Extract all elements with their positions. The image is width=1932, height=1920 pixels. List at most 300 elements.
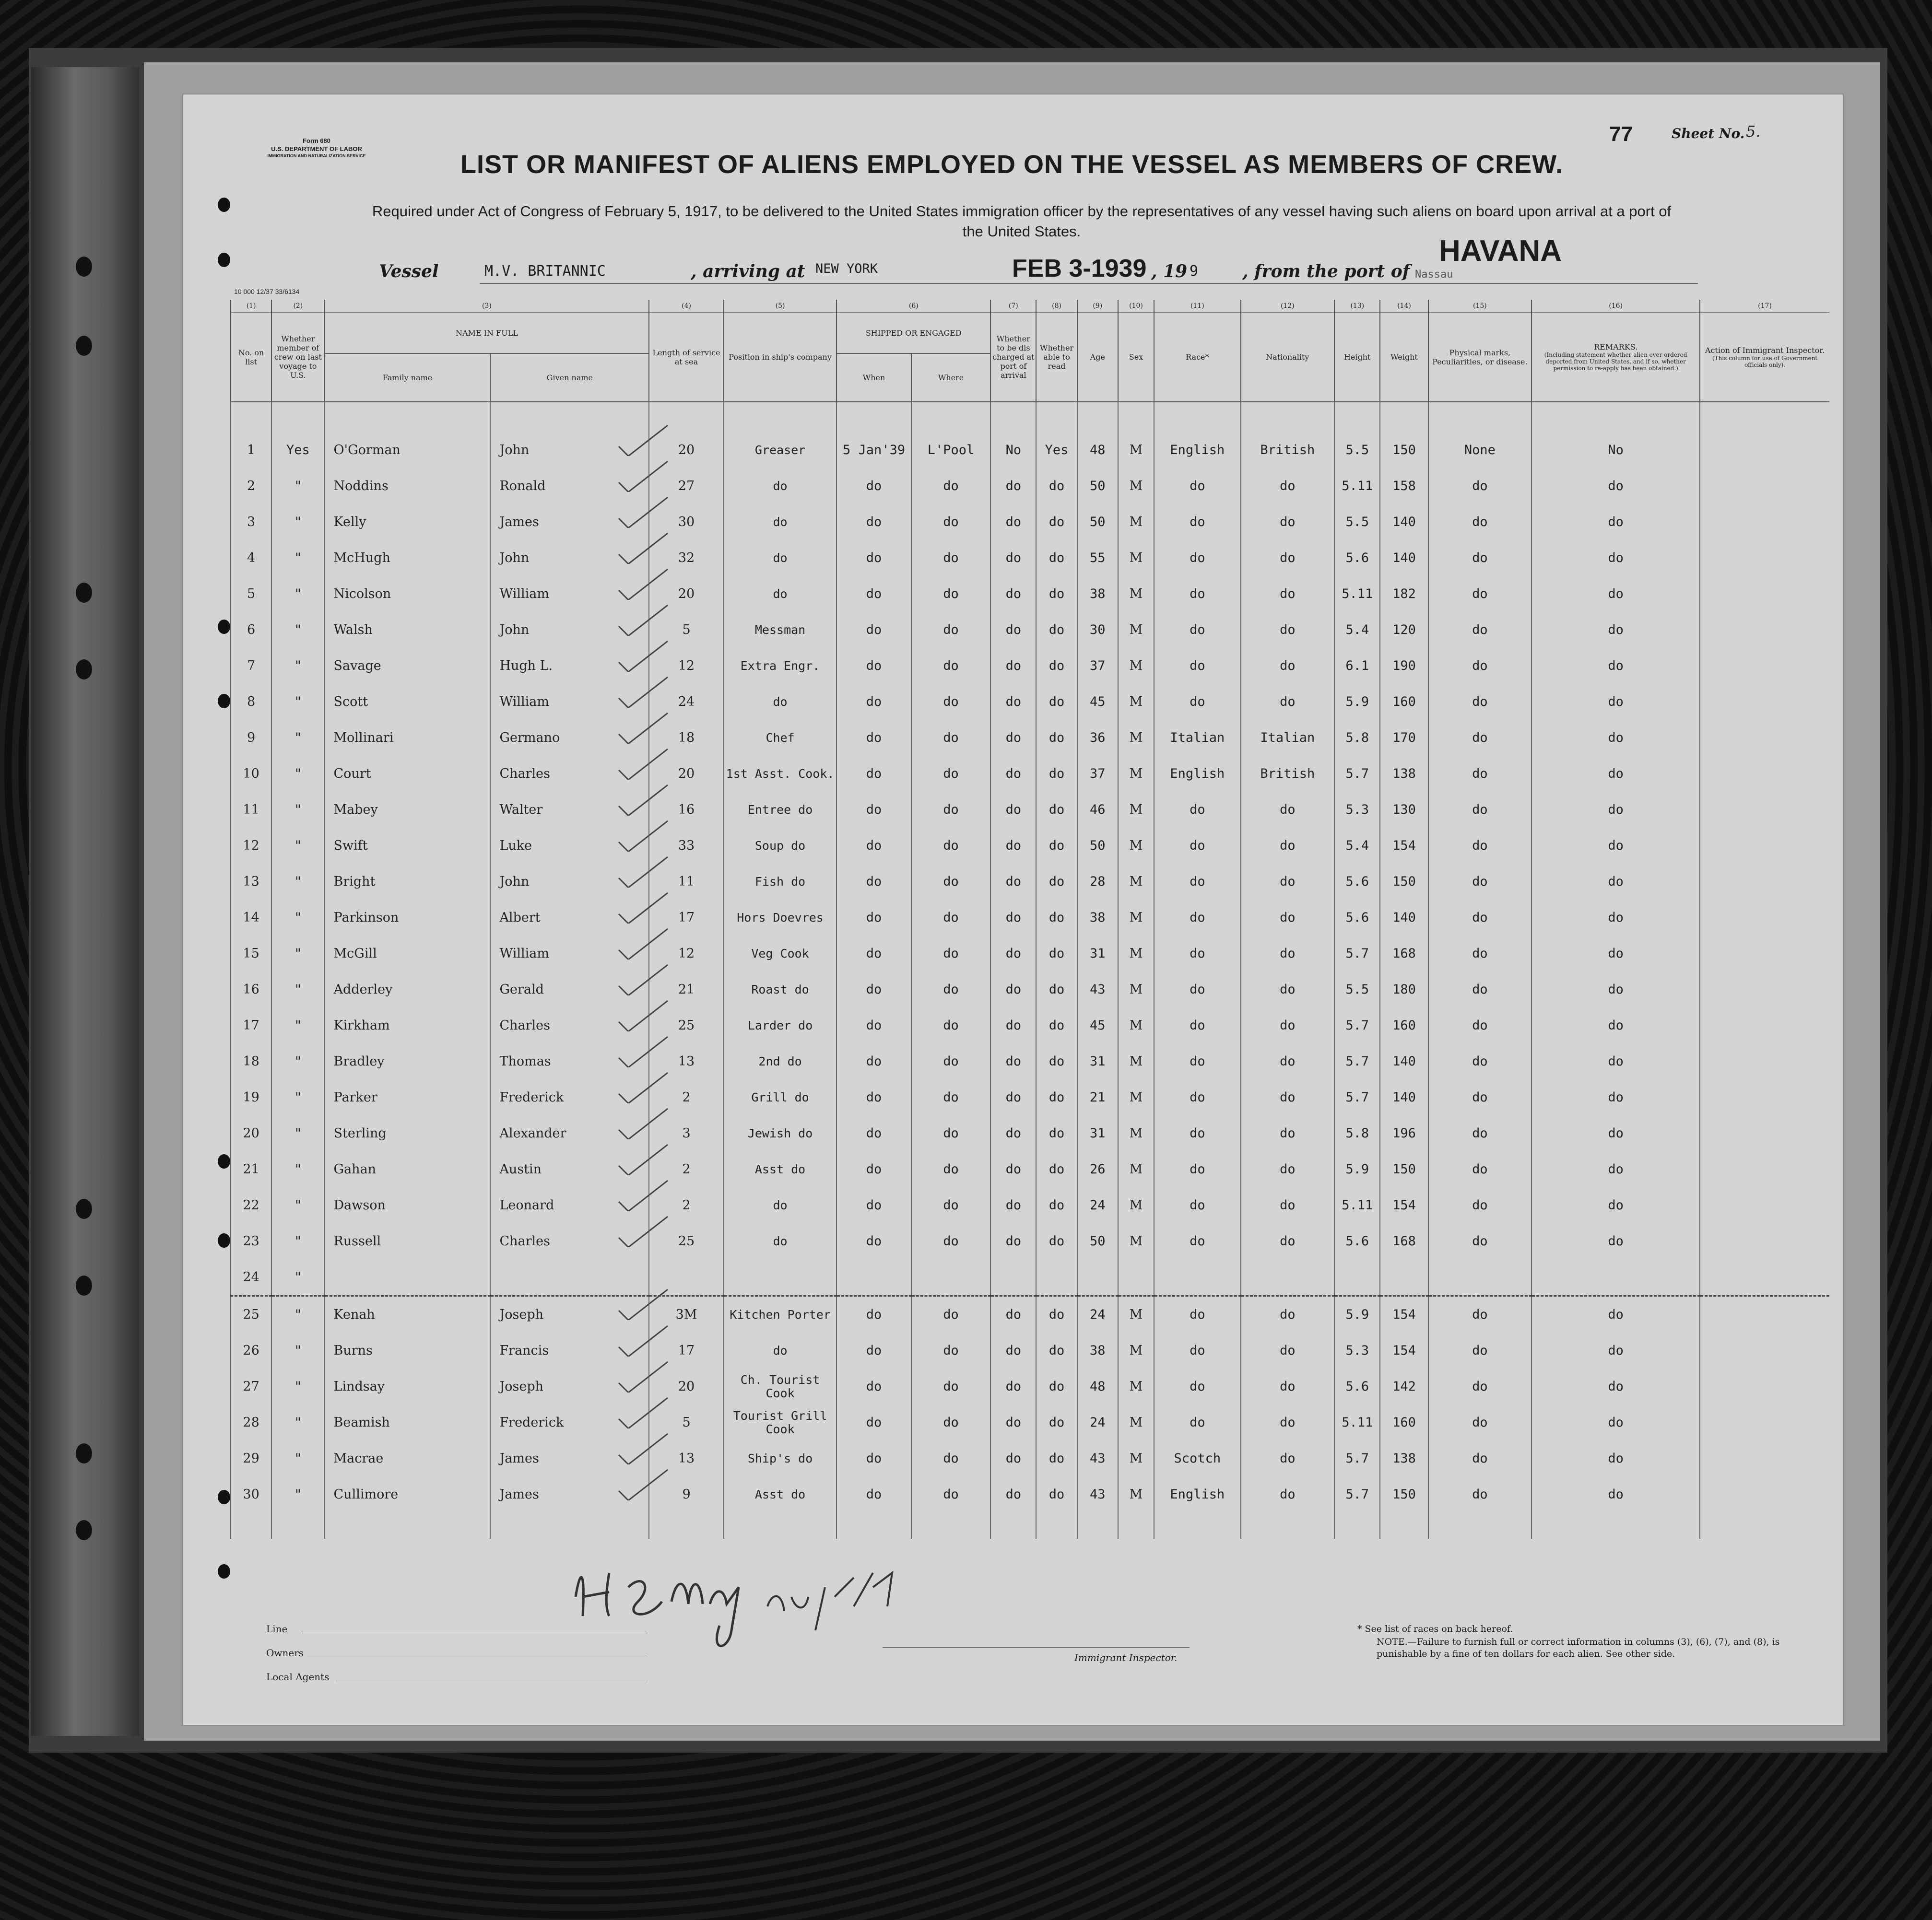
tick-mark xyxy=(615,998,668,1031)
position-cell: Asst do xyxy=(724,1151,837,1187)
remarks-title: REMARKS. xyxy=(1594,342,1638,351)
shipped-where-cell: do xyxy=(911,1476,990,1512)
sex-cell: M xyxy=(1118,1476,1154,1512)
position-cell: do xyxy=(724,1187,837,1223)
able-to-read-cell: do xyxy=(1036,1369,1077,1405)
race-cell: do xyxy=(1154,1223,1240,1259)
able-to-read-cell: do xyxy=(1036,828,1077,864)
tick-mark xyxy=(615,566,668,600)
punch-hole xyxy=(76,1520,92,1540)
corner-mark: 77 xyxy=(1609,122,1633,146)
length-of-service-cell: 25 xyxy=(649,1007,723,1043)
physical-marks-cell: do xyxy=(1428,936,1532,972)
sex-cell xyxy=(1118,1259,1154,1296)
race-cell: do xyxy=(1154,1043,1240,1079)
remarks-cell: do xyxy=(1531,1151,1700,1187)
age-cell: 43 xyxy=(1077,1476,1118,1512)
remarks-cell: do xyxy=(1531,1405,1700,1440)
shipped-when-cell: do xyxy=(836,1115,911,1151)
sex-cell: M xyxy=(1118,1079,1154,1115)
family-name-cell: Mollinari xyxy=(325,720,491,756)
length-of-service-cell: 20 xyxy=(649,432,723,468)
shipped-where-cell: do xyxy=(911,1440,990,1476)
inspector-action-cell xyxy=(1700,1296,1829,1333)
able-to-read-cell: do xyxy=(1036,1187,1077,1223)
table-row xyxy=(231,1333,1829,1369)
position-cell: Tourist Grill Cook xyxy=(724,1405,837,1440)
age-cell: 31 xyxy=(1077,936,1118,972)
given-name-cell: Charles xyxy=(490,1007,649,1043)
punch-hole xyxy=(76,583,92,603)
punch-hole xyxy=(218,620,230,634)
remarks-cell: do xyxy=(1531,468,1700,504)
race-cell: English xyxy=(1154,756,1240,792)
nationality-cell: do xyxy=(1241,1476,1335,1512)
position-cell: Ch. Tourist Cook xyxy=(724,1369,837,1405)
physical-marks-cell: do xyxy=(1428,1405,1532,1440)
remarks-cell: do xyxy=(1531,828,1700,864)
table-row xyxy=(231,1079,1829,1115)
shipped-where-cell: do xyxy=(911,1369,990,1405)
member-flag-cell: " xyxy=(271,1115,324,1151)
age-cell: 43 xyxy=(1077,972,1118,1007)
punch-hole xyxy=(218,1233,230,1248)
length-of-service-cell: 27 xyxy=(649,468,723,504)
family-name-cell: Parkinson xyxy=(325,900,491,936)
race-cell: English xyxy=(1154,1476,1240,1512)
weight-cell: 138 xyxy=(1380,756,1428,792)
length-of-service-cell: 25 xyxy=(649,1223,723,1259)
member-flag-cell: " xyxy=(271,936,324,972)
length-of-service-cell: 30 xyxy=(649,504,723,540)
row-number-cell: 9 xyxy=(231,720,271,756)
able-to-read-cell xyxy=(1036,1259,1077,1296)
age-cell: 50 xyxy=(1077,828,1118,864)
tick-mark xyxy=(615,1142,668,1175)
inspector-action-cell xyxy=(1700,936,1829,972)
nationality-cell: do xyxy=(1241,1223,1335,1259)
weight-cell: 168 xyxy=(1380,1223,1428,1259)
race-cell: do xyxy=(1154,1187,1240,1223)
sex-cell: M xyxy=(1118,1115,1154,1151)
shipped-when-cell: do xyxy=(836,1043,911,1079)
punch-hole xyxy=(76,336,92,356)
able-to-read-cell: do xyxy=(1036,900,1077,936)
member-flag-cell: " xyxy=(271,972,324,1007)
given-name-cell: James xyxy=(490,1440,649,1476)
shipped-where-cell: do xyxy=(911,864,990,900)
discharged-cell: do xyxy=(990,1476,1036,1512)
family-name-cell: Burns xyxy=(325,1333,491,1369)
member-flag-cell: " xyxy=(271,1187,324,1223)
family-name-cell: Swift xyxy=(325,828,491,864)
given-name-cell: Ronald xyxy=(490,468,649,504)
position-cell: Veg Cook xyxy=(724,936,837,972)
physical-marks-cell: do xyxy=(1428,1115,1532,1151)
position-cell: Roast do xyxy=(724,972,837,1007)
crew-rows xyxy=(231,402,1829,1539)
age-cell: 38 xyxy=(1077,900,1118,936)
height-cell: 5.7 xyxy=(1334,1476,1380,1512)
weight-cell: 130 xyxy=(1380,792,1428,828)
tick-mark xyxy=(615,962,668,995)
col-num: (14) xyxy=(1380,300,1428,313)
length-of-service-cell: 11 xyxy=(649,864,723,900)
local-agents-label: Local Agents xyxy=(266,1671,330,1683)
row-number-cell: 21 xyxy=(231,1151,271,1187)
able-to-read-cell: do xyxy=(1036,1405,1077,1440)
member-flag-cell: " xyxy=(271,1405,324,1440)
age-cell: 24 xyxy=(1077,1405,1118,1440)
weight-cell: 150 xyxy=(1380,1476,1428,1512)
shipped-when-cell: do xyxy=(836,1333,911,1369)
tick-mark xyxy=(615,926,668,960)
sex-cell: M xyxy=(1118,612,1154,648)
physical-marks-cell: do xyxy=(1428,1369,1532,1405)
shipped-where-cell: L'Pool xyxy=(911,432,990,468)
shipped-where-cell: do xyxy=(911,612,990,648)
shipped-where-cell: do xyxy=(911,1007,990,1043)
row-number-cell: 27 xyxy=(231,1369,271,1405)
given-name-cell: Charles xyxy=(490,1223,649,1259)
shipped-where-cell: do xyxy=(911,1043,990,1079)
row-number-cell: 6 xyxy=(231,612,271,648)
weight-cell: 138 xyxy=(1380,1440,1428,1476)
race-cell: do xyxy=(1154,504,1240,540)
table-row xyxy=(231,1151,1829,1187)
given-name-cell: Luke xyxy=(490,828,649,864)
discharged-cell: do xyxy=(990,900,1036,936)
discharged-cell: do xyxy=(990,1043,1036,1079)
family-name-cell: Lindsay xyxy=(325,1369,491,1405)
age-cell: 36 xyxy=(1077,720,1118,756)
sex-cell: M xyxy=(1118,720,1154,756)
nationality-cell: do xyxy=(1241,1115,1335,1151)
family-name-cell: Court xyxy=(325,756,491,792)
tick-mark xyxy=(615,494,668,528)
nationality-cell: do xyxy=(1241,1369,1335,1405)
member-flag-cell: " xyxy=(271,1333,324,1369)
given-name-cell: William xyxy=(490,684,649,720)
from-port-label: , from the port of xyxy=(1242,261,1410,281)
shipped-when-cell: do xyxy=(836,504,911,540)
shipped-where-cell: do xyxy=(911,972,990,1007)
nationality-cell: do xyxy=(1241,468,1335,504)
race-cell: do xyxy=(1154,792,1240,828)
discharged-cell: do xyxy=(990,576,1036,612)
col-num: (7) xyxy=(990,300,1036,313)
remarks-cell: do xyxy=(1531,900,1700,936)
position-cell: Asst do xyxy=(724,1476,837,1512)
length-of-service-cell: 20 xyxy=(649,576,723,612)
shipped-where-cell: do xyxy=(911,720,990,756)
table-row xyxy=(231,972,1829,1007)
row-number-cell: 25 xyxy=(231,1296,271,1333)
age-cell: 50 xyxy=(1077,1223,1118,1259)
punch-hole xyxy=(76,659,92,679)
discharged-cell: do xyxy=(990,1440,1036,1476)
shipped-when-cell: do xyxy=(836,1151,911,1187)
remarks-cell: do xyxy=(1531,1440,1700,1476)
nationality-cell xyxy=(1241,1259,1335,1296)
position-cell: Larder do xyxy=(724,1007,837,1043)
race-cell: English xyxy=(1154,432,1240,468)
weight-cell: 154 xyxy=(1380,1333,1428,1369)
position-cell: 1st Asst. Cook. xyxy=(724,756,837,792)
position-cell xyxy=(724,1259,837,1296)
age-cell: 43 xyxy=(1077,1440,1118,1476)
col-num: (11) xyxy=(1154,300,1240,313)
discharged-cell: do xyxy=(990,828,1036,864)
height-cell: 5.7 xyxy=(1334,1043,1380,1079)
given-name-cell: James xyxy=(490,504,649,540)
table-row xyxy=(231,1007,1829,1043)
discharged-cell: do xyxy=(990,504,1036,540)
sheet-number: 5. xyxy=(1746,122,1761,140)
weight-cell: 140 xyxy=(1380,1079,1428,1115)
given-name-cell: John xyxy=(490,864,649,900)
table-row xyxy=(231,1476,1829,1512)
inspector-action-cell xyxy=(1700,864,1829,900)
given-name-cell: Hugh L. xyxy=(490,648,649,684)
row-number-cell: 10 xyxy=(231,756,271,792)
physical-marks-cell: do xyxy=(1428,972,1532,1007)
col-num: (8) xyxy=(1036,300,1077,313)
header-when: When xyxy=(836,353,911,402)
col-num: (12) xyxy=(1241,300,1335,313)
row-number-cell: 24 xyxy=(231,1259,271,1296)
age-cell: 38 xyxy=(1077,1333,1118,1369)
height-cell: 5.5 xyxy=(1334,432,1380,468)
family-name-cell: McGill xyxy=(325,936,491,972)
discharged-cell: do xyxy=(990,1187,1036,1223)
table-row xyxy=(231,828,1829,864)
family-name-cell: Kirkham xyxy=(325,1007,491,1043)
remarks-cell: do xyxy=(1531,1476,1700,1512)
physical-marks-cell: do xyxy=(1428,1440,1532,1476)
able-to-read-cell: do xyxy=(1036,972,1077,1007)
family-name-cell: Noddins xyxy=(325,468,491,504)
height-cell: 5.6 xyxy=(1334,1223,1380,1259)
discharged-cell: No xyxy=(990,432,1036,468)
height-cell: 5.6 xyxy=(1334,900,1380,936)
header-shipped-engaged: SHIPPED OR ENGAGED xyxy=(836,313,990,354)
able-to-read-cell: do xyxy=(1036,1476,1077,1512)
member-flag-cell: " xyxy=(271,648,324,684)
punch-hole xyxy=(218,1154,230,1169)
position-cell: Jewish do xyxy=(724,1115,837,1151)
inspector-action-cell xyxy=(1700,1369,1829,1405)
sex-cell: M xyxy=(1118,1369,1154,1405)
position-cell: Extra Engr. xyxy=(724,648,837,684)
height-cell: 6.1 xyxy=(1334,648,1380,684)
discharged-cell: do xyxy=(990,1369,1036,1405)
col-num: (5) xyxy=(724,300,837,313)
height-cell: 5.5 xyxy=(1334,504,1380,540)
table-row xyxy=(231,504,1829,540)
length-of-service-cell: 12 xyxy=(649,648,723,684)
sex-cell: M xyxy=(1118,828,1154,864)
row-number-cell: 5 xyxy=(231,576,271,612)
length-of-service-cell: 2 xyxy=(649,1187,723,1223)
length-of-service-cell: 3 xyxy=(649,1115,723,1151)
height-cell: 5.7 xyxy=(1334,1007,1380,1043)
weight-cell: 154 xyxy=(1380,828,1428,864)
race-cell: do xyxy=(1154,936,1240,972)
remarks-cell: do xyxy=(1531,1369,1700,1405)
tick-mark xyxy=(615,710,668,744)
able-to-read-cell: do xyxy=(1036,1296,1077,1333)
family-name-cell: O'Gorman xyxy=(325,432,491,468)
table-row xyxy=(231,1369,1829,1405)
row-number-cell: 28 xyxy=(231,1405,271,1440)
able-to-read-cell: do xyxy=(1036,1079,1077,1115)
family-name-cell: Dawson xyxy=(325,1187,491,1223)
weight-cell: 140 xyxy=(1380,504,1428,540)
col-num: (1) xyxy=(231,300,271,313)
punch-hole xyxy=(218,253,230,267)
race-cell: do xyxy=(1154,1333,1240,1369)
race-cell: do xyxy=(1154,1007,1240,1043)
age-cell: 50 xyxy=(1077,504,1118,540)
race-cell: do xyxy=(1154,612,1240,648)
length-of-service-cell: 9 xyxy=(649,1476,723,1512)
given-name-cell: Thomas xyxy=(490,1043,649,1079)
member-flag-cell: " xyxy=(271,1259,324,1296)
nationality-cell: do xyxy=(1241,1079,1335,1115)
blank-row xyxy=(231,1512,1829,1539)
position-cell: do xyxy=(724,1333,837,1369)
page-title: LIST OR MANIFEST OF ALIENS EMPLOYED ON THE VESSEL AS MEMBERS OF CREW. xyxy=(460,150,1564,179)
remarks-cell: do xyxy=(1531,936,1700,972)
race-cell: do xyxy=(1154,1079,1240,1115)
col-num: (10) xyxy=(1118,300,1154,313)
col-num: (16) xyxy=(1531,300,1700,313)
remarks-cell: do xyxy=(1531,1223,1700,1259)
action-note: (This column for use of Government officials only). xyxy=(1712,355,1818,368)
given-name-cell: Frederick xyxy=(490,1405,649,1440)
position-cell: do xyxy=(724,576,837,612)
inspector-action-cell xyxy=(1700,540,1829,576)
form-number: Form 680 xyxy=(303,137,330,144)
table-row xyxy=(231,612,1829,648)
position-cell: Grill do xyxy=(724,1079,837,1115)
shipped-when-cell: do xyxy=(836,936,911,972)
header-action xyxy=(1700,313,1829,402)
physical-marks-cell: do xyxy=(1428,648,1532,684)
row-number-cell: 26 xyxy=(231,1333,271,1369)
sex-cell: M xyxy=(1118,1007,1154,1043)
table-row xyxy=(231,1440,1829,1476)
given-name-cell: Francis xyxy=(490,1333,649,1369)
age-cell: 31 xyxy=(1077,1115,1118,1151)
family-name-cell: Beamish xyxy=(325,1405,491,1440)
weight-cell: 170 xyxy=(1380,720,1428,756)
age-cell: 21 xyxy=(1077,1079,1118,1115)
sex-cell: M xyxy=(1118,504,1154,540)
physical-marks-cell: do xyxy=(1428,1333,1532,1369)
col-num: (2) xyxy=(271,300,324,313)
member-flag-cell: " xyxy=(271,1151,324,1187)
height-cell: 5.6 xyxy=(1334,540,1380,576)
member-flag-cell: " xyxy=(271,504,324,540)
able-to-read-cell: Yes xyxy=(1036,432,1077,468)
weight-cell: 154 xyxy=(1380,1296,1428,1333)
header-weight: Weight xyxy=(1380,313,1428,402)
position-cell: do xyxy=(724,684,837,720)
physical-marks-cell: do xyxy=(1428,1079,1532,1115)
row-number-cell: 18 xyxy=(231,1043,271,1079)
shipped-when-cell: do xyxy=(836,1007,911,1043)
length-of-service-cell: 20 xyxy=(649,1369,723,1405)
sex-cell: M xyxy=(1118,1296,1154,1333)
shipped-when-cell: do xyxy=(836,1079,911,1115)
shipped-when-cell: do xyxy=(836,828,911,864)
races-note: * See list of races on back hereof. xyxy=(1357,1624,1513,1634)
header-row-1 xyxy=(231,313,1829,354)
discharged-cell: do xyxy=(990,756,1036,792)
crew-table-region xyxy=(230,300,1829,1585)
discharged-cell: do xyxy=(990,720,1036,756)
sex-cell: M xyxy=(1118,468,1154,504)
weight-cell: 150 xyxy=(1380,1151,1428,1187)
shipped-when-cell xyxy=(836,1259,911,1296)
length-of-service-cell: 20 xyxy=(649,756,723,792)
col-num: (13) xyxy=(1334,300,1380,313)
member-flag-cell: " xyxy=(271,612,324,648)
shipped-when-cell: do xyxy=(836,1223,911,1259)
table-row xyxy=(231,1405,1829,1440)
header-physical-marks: Physical marks, Peculiarities, or disease. xyxy=(1428,313,1532,402)
nationality-cell: do xyxy=(1241,1333,1335,1369)
inspector-action-cell xyxy=(1700,1043,1829,1079)
remarks-cell: do xyxy=(1531,540,1700,576)
tick-mark xyxy=(615,890,668,924)
able-to-read-cell: do xyxy=(1036,936,1077,972)
member-flag-cell: Yes xyxy=(271,432,324,468)
weight-cell: 142 xyxy=(1380,1369,1428,1405)
row-number-cell: 11 xyxy=(231,792,271,828)
race-cell: do xyxy=(1154,576,1240,612)
shipped-when-cell: do xyxy=(836,1476,911,1512)
punch-hole xyxy=(218,1564,230,1579)
row-number-cell: 12 xyxy=(231,828,271,864)
position-cell: Chef xyxy=(724,720,837,756)
weight-cell: 140 xyxy=(1380,900,1428,936)
family-name-cell: Bradley xyxy=(325,1043,491,1079)
inspector-action-cell xyxy=(1700,1115,1829,1151)
sex-cell: M xyxy=(1118,1440,1154,1476)
nationality-cell: do xyxy=(1241,1405,1335,1440)
family-name-cell: Sterling xyxy=(325,1115,491,1151)
given-name-cell: John xyxy=(490,540,649,576)
race-cell: do xyxy=(1154,1115,1240,1151)
tick-mark xyxy=(615,1359,668,1393)
inspector-action-cell xyxy=(1700,1079,1829,1115)
sheet-label: Sheet No. xyxy=(1672,126,1745,141)
shipped-when-cell: do xyxy=(836,1440,911,1476)
row-number-cell: 29 xyxy=(231,1440,271,1476)
remarks-cell: do xyxy=(1531,504,1700,540)
weight-cell: 182 xyxy=(1380,576,1428,612)
sex-cell: M xyxy=(1118,576,1154,612)
able-to-read-cell: do xyxy=(1036,648,1077,684)
race-cell: do xyxy=(1154,1405,1240,1440)
tick-mark xyxy=(615,530,668,564)
length-of-service-cell: 16 xyxy=(649,792,723,828)
shipped-when-cell: do xyxy=(836,756,911,792)
col-num: (15) xyxy=(1428,300,1532,313)
